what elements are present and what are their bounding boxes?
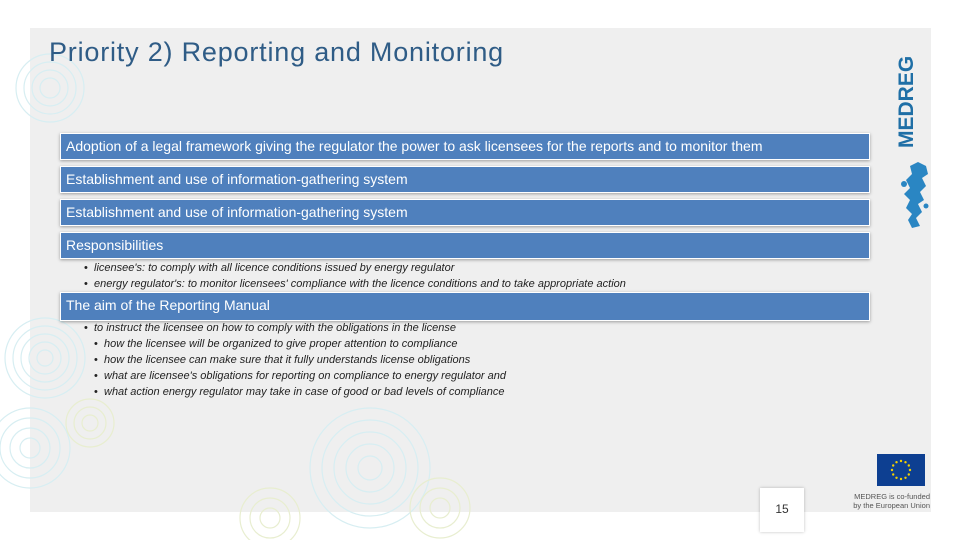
eu-funding-caption [846, 492, 930, 510]
bar-information-system: Establishment and use of information-gathering system [60, 166, 870, 193]
list-item: • how the licensee will be organized to give proper attention to compliance [84, 336, 506, 352]
list-item: • licensee's: to comply with all licence conditions issued by energy regulator [84, 260, 626, 276]
page-number-box [760, 488, 804, 532]
eu-caption-line: MEDREG is co-funded [854, 492, 930, 501]
list-item: • energy regulator's: to monitor licensees' compliance with the licence conditions and to take appropriate action [84, 276, 626, 292]
responsibilities-list [84, 260, 626, 290]
bar-information-system-repeat: Establishment and use of information-gathering system [60, 199, 870, 226]
list-item: • what action energy regulator may take in case of good or bad levels of compliance [84, 384, 506, 400]
page-title: Priority 2) Reporting and Monitoring [49, 37, 504, 67]
page-number: 15 [775, 502, 789, 516]
list-item: • to instruct the licensee on how to comply with the obligations in the license [84, 320, 506, 336]
bar-legal-framework: Adoption of a legal framework giving the regulator the power to ask licensees for the reports and to monitor them [60, 133, 870, 160]
reporting-manual-list [84, 320, 506, 400]
bar-responsibilities: Responsibilities [60, 232, 870, 259]
list-item: • what are licensee's obligations for reporting on compliance to energy regulator and [84, 368, 506, 384]
logo-text: MEDREG [895, 55, 918, 148]
medreg-logo [895, 30, 926, 150]
eu-caption-line: by the European Union [853, 501, 930, 510]
list-item: • how the licensee can make sure that it fully understands license obligations [84, 352, 506, 368]
eu-flag-icon [877, 454, 925, 486]
bar-reporting-manual: The aim of the Reporting Manual [60, 292, 870, 321]
mediterranean-map-icon [898, 160, 932, 230]
